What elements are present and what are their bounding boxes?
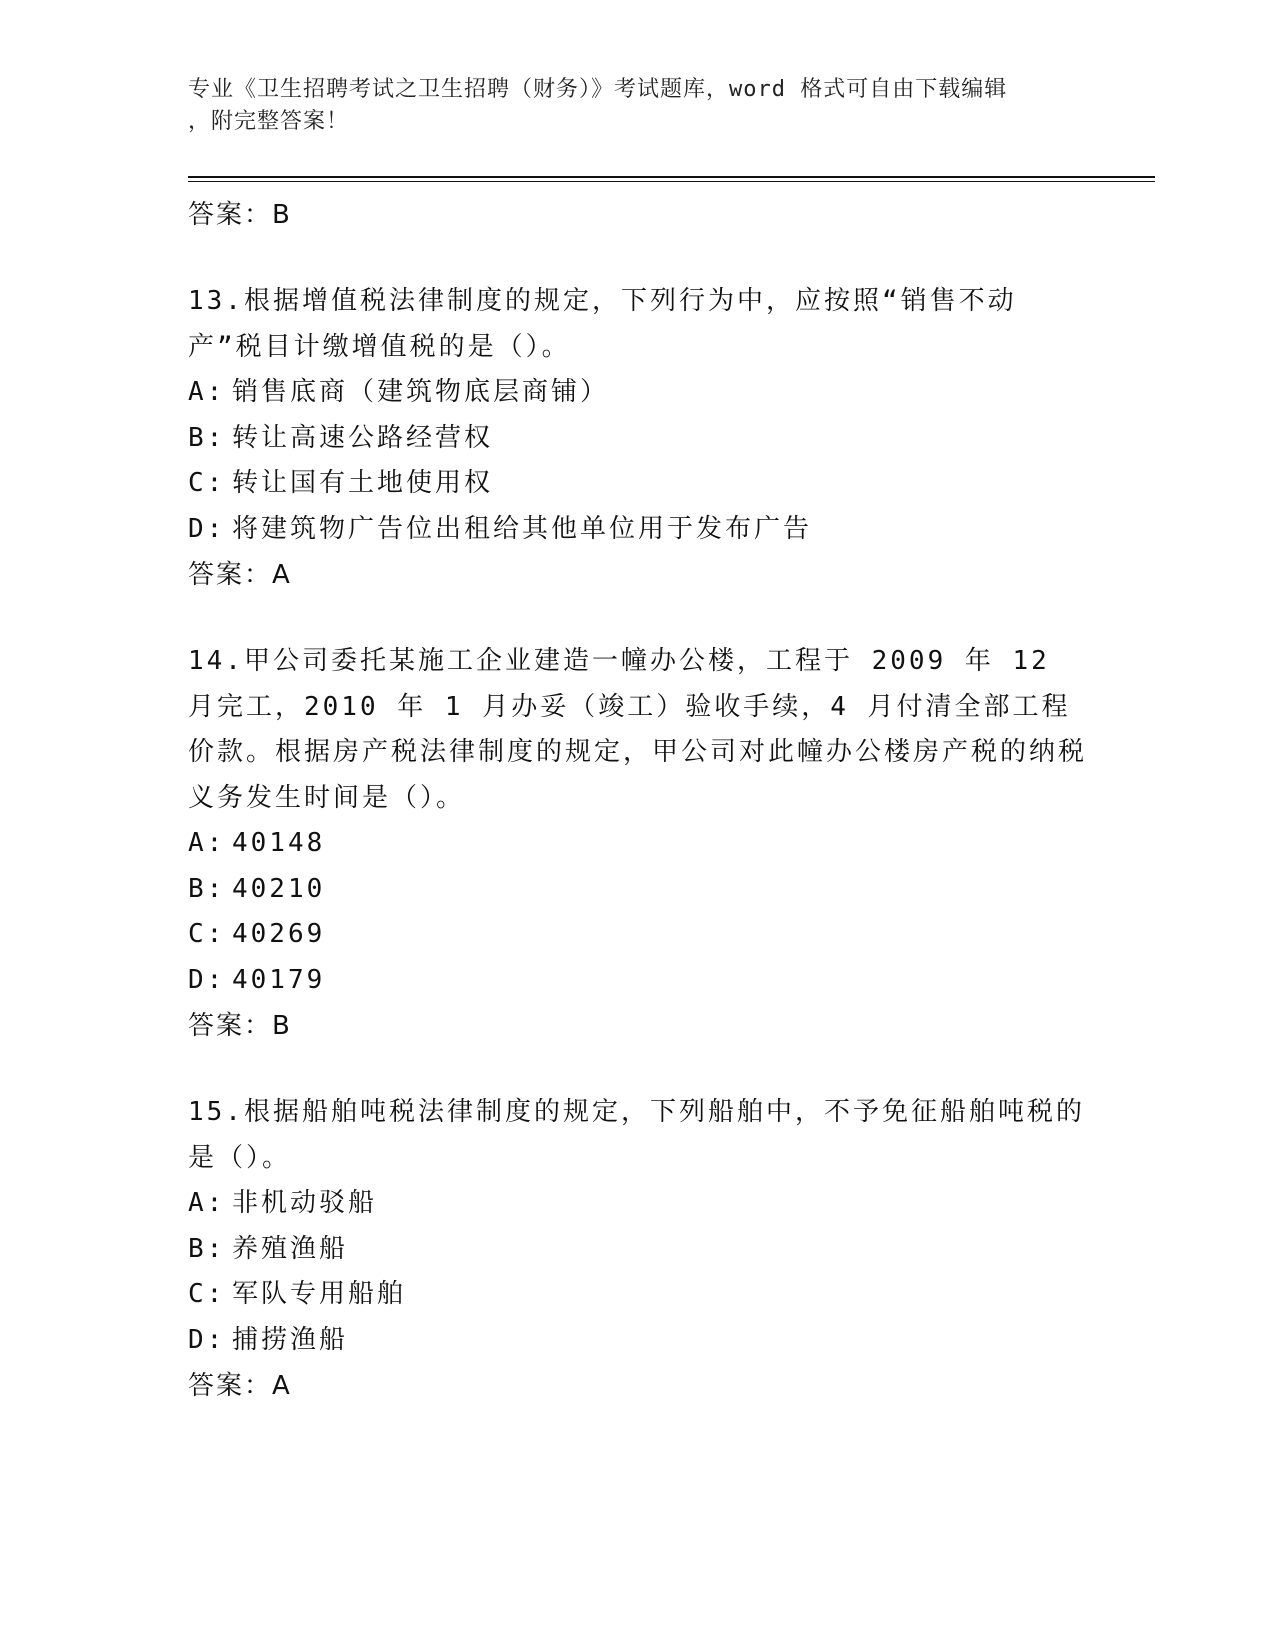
option-a <box>188 821 1088 867</box>
question-13 <box>188 279 1088 598</box>
question-answer: 答案：A <box>188 560 292 590</box>
option-d <box>188 1318 1088 1364</box>
option-key: B: <box>188 422 226 453</box>
option-a <box>188 370 1088 416</box>
option-text: 捕捞渔船 <box>232 1324 349 1355</box>
option-key: A: <box>188 1188 226 1218</box>
option-text: 40210 <box>232 873 326 904</box>
question-stem: 15.根据船舶吨税法律制度的规定，下列船舶中，不予免征船舶吨税的是（）。 <box>188 1097 1085 1173</box>
option-text: 军队专用船舶 <box>232 1279 407 1309</box>
header-line-1: 专业《卫生招聘考试之卫生招聘（财务）》考试题库，word 格式可自由下载编辑 <box>188 77 1008 102</box>
header-rule-thin <box>188 181 1155 182</box>
option-key: D: <box>188 1324 226 1355</box>
option-c <box>188 912 1088 958</box>
option-key: D: <box>188 964 226 995</box>
option-text: 转让国有土地使用权 <box>232 468 494 498</box>
option-c <box>188 461 1088 507</box>
option-key: C: <box>188 468 226 498</box>
previous-answer: 答案：B <box>188 200 292 230</box>
option-key: A: <box>188 377 226 407</box>
option-key: C: <box>188 1279 226 1309</box>
question-stem: 13.根据增值税法律制度的规定，下列行为中，应按照“销售不动产”税目计缴增值税的是（）。 <box>188 286 1017 362</box>
option-text: 将建筑物广告位出租给其他单位用于发布广告 <box>232 513 813 544</box>
option-d <box>188 507 1088 553</box>
option-d <box>188 958 1088 1004</box>
option-text: 40148 <box>232 828 326 858</box>
question-14 <box>188 639 1088 1049</box>
question-answer: 答案：A <box>188 1371 292 1401</box>
option-b <box>188 416 1088 462</box>
question-answer: 答案：B <box>188 1011 292 1041</box>
option-c <box>188 1272 1088 1318</box>
document-header <box>188 74 1088 138</box>
option-key: B: <box>188 1233 226 1264</box>
option-key: B: <box>188 873 226 904</box>
option-b <box>188 1227 1088 1273</box>
header-rule-thick <box>188 176 1155 178</box>
question-list <box>188 192 1088 1409</box>
option-a <box>188 1181 1088 1227</box>
option-text: 销售底商（建筑物底层商铺） <box>232 377 610 407</box>
option-text: 转让高速公路经营权 <box>232 422 494 453</box>
question-15 <box>188 1090 1088 1409</box>
header-line-2: ，附完整答案！ <box>188 109 350 134</box>
question-stem: 14.甲公司委托某施工企业建造一幢办公楼，工程于 2009 年 12 月完工，2010 年 1 月办妥（竣工）验收手续，4 月付清全部工程价款。根据房产税法律制度的规定，甲公司对此幢办公楼房产税的纳税义务发生时间是（）。 <box>188 646 1088 813</box>
option-text: 40269 <box>232 919 326 949</box>
option-key: A: <box>188 828 226 858</box>
option-key: D: <box>188 513 226 544</box>
option-key: C: <box>188 919 226 949</box>
option-text: 养殖渔船 <box>232 1233 349 1264</box>
option-text: 非机动驳船 <box>232 1188 378 1218</box>
option-b <box>188 867 1088 913</box>
option-text: 40179 <box>232 964 326 995</box>
